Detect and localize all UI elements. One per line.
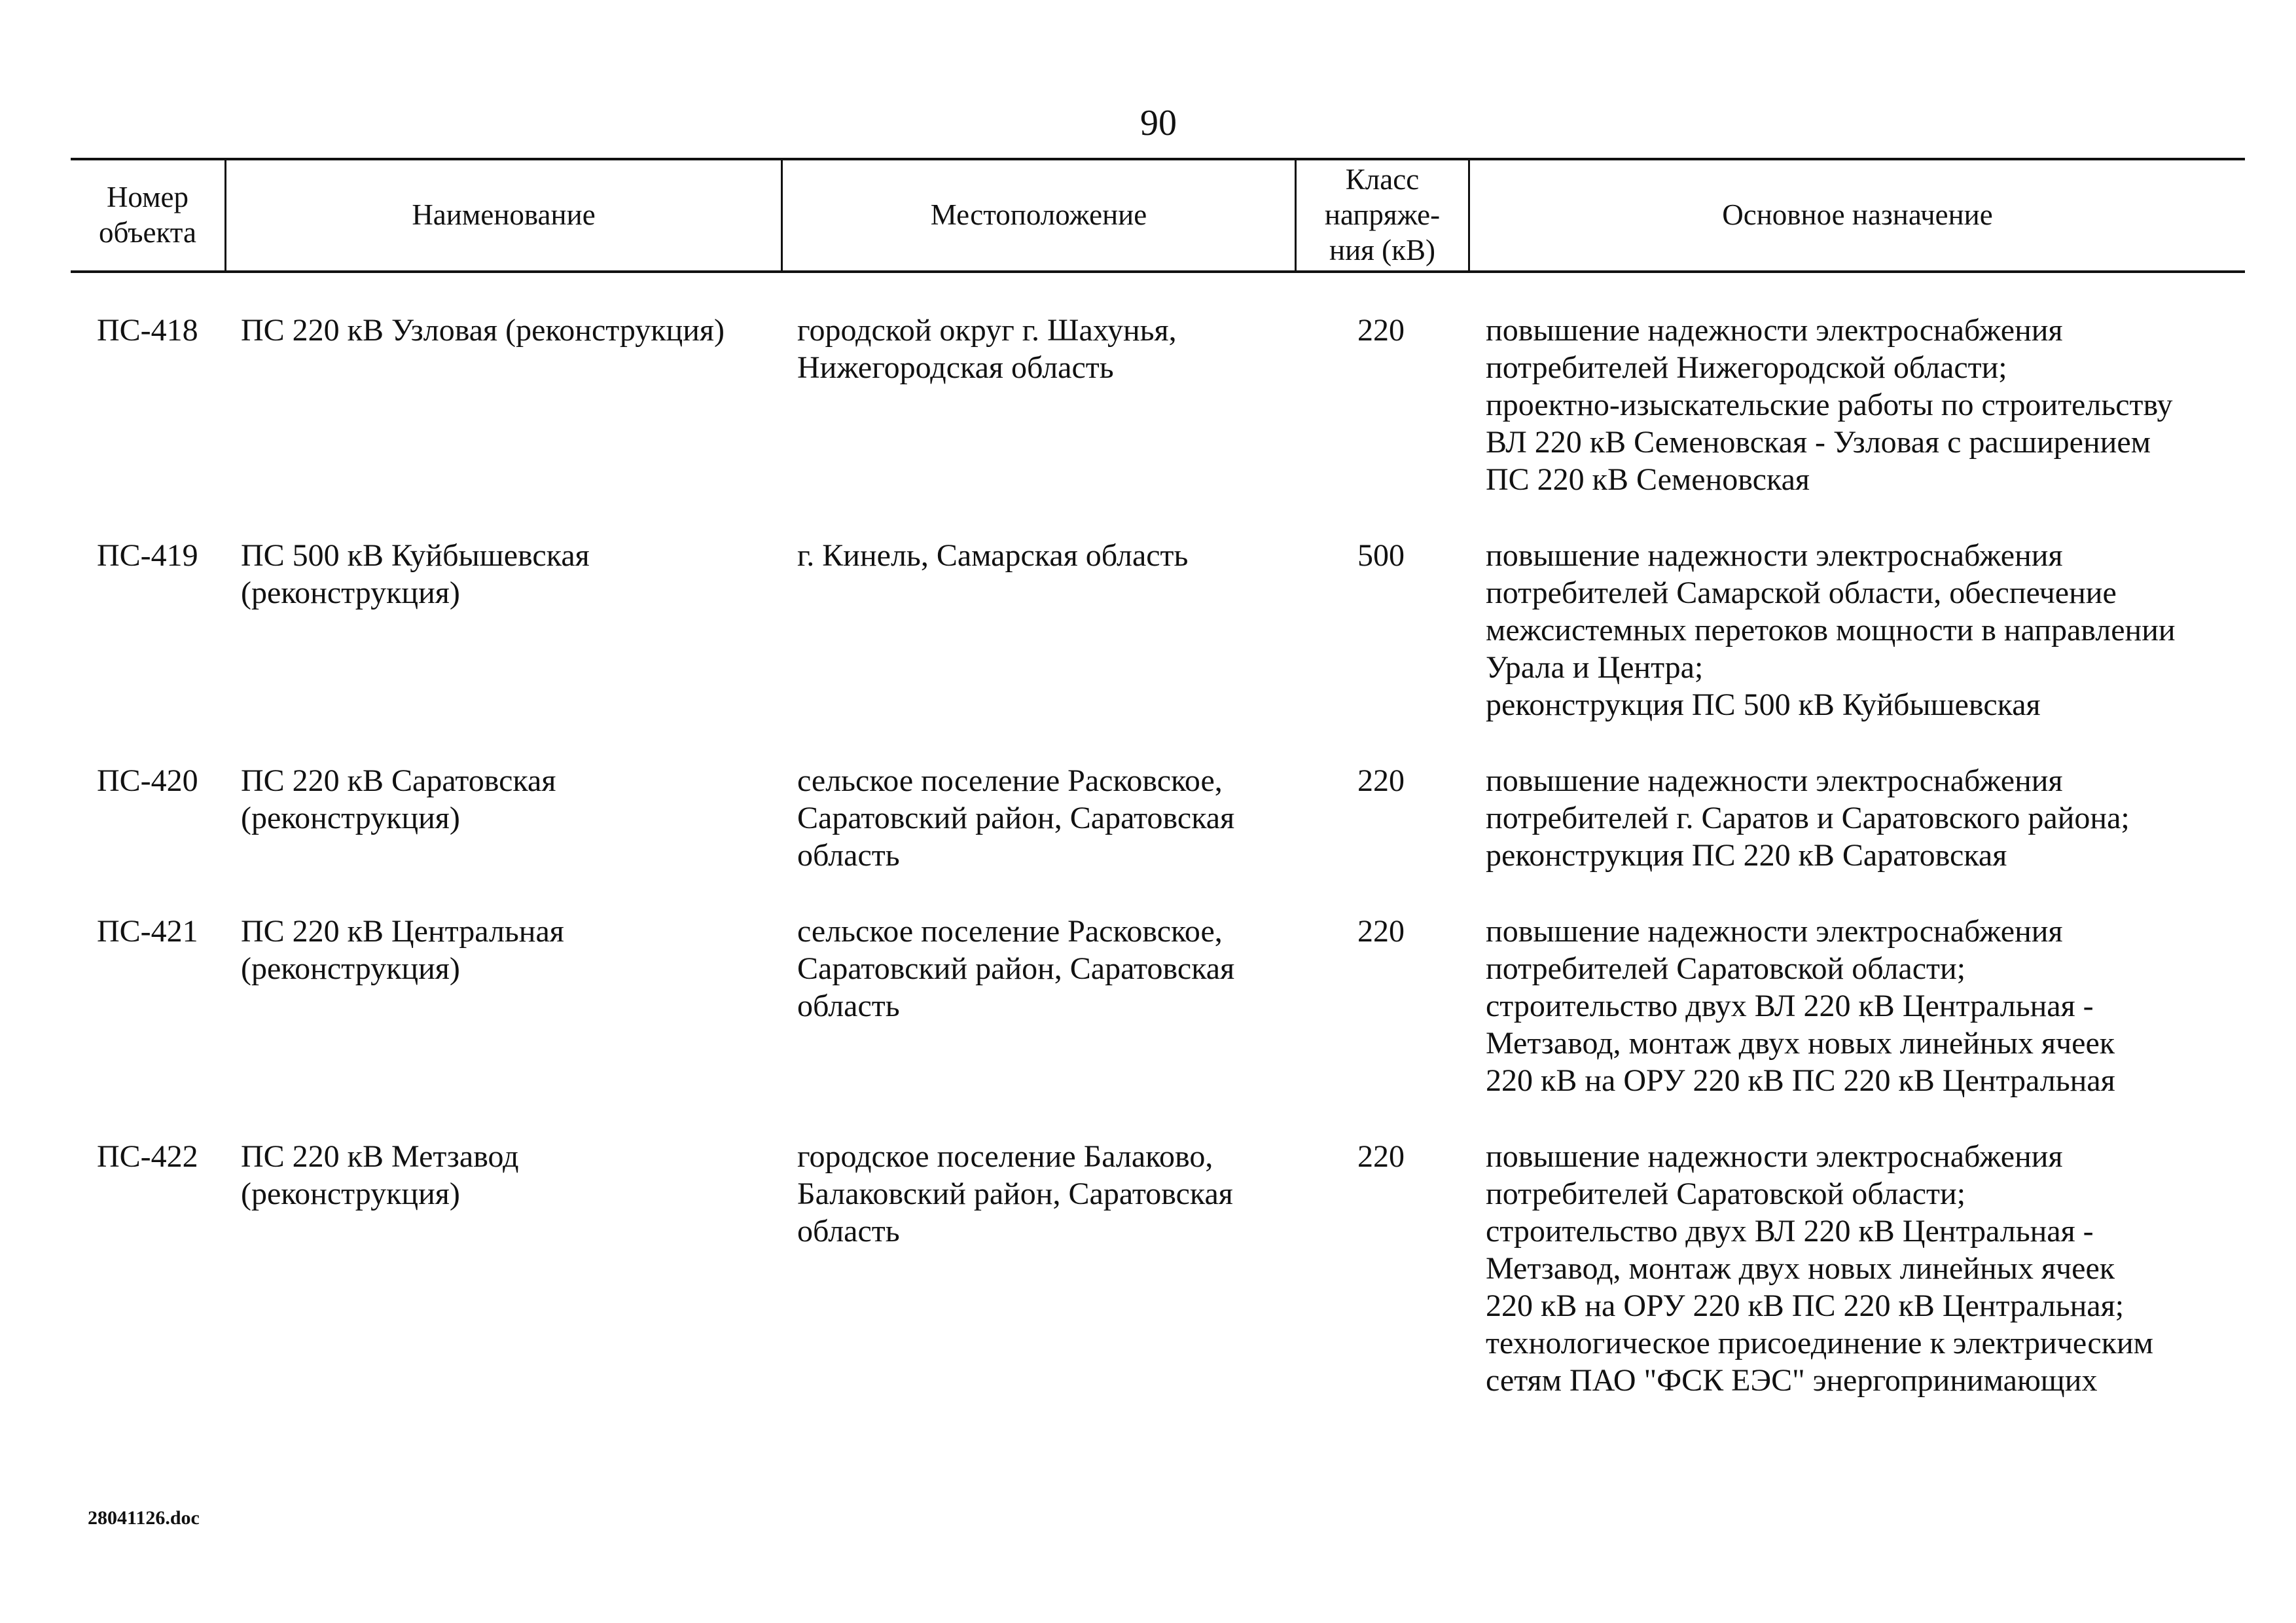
object-voltage: 220 (1357, 1139, 1405, 1174)
table-header-bottom-rule (71, 270, 2245, 273)
object-number: ПС-418 (97, 313, 198, 348)
header-name: Наименование (412, 198, 596, 231)
object-location: г. Кинель, Самарская область (797, 538, 1189, 573)
object-name: ПС 220 кВ Узловая (реконструкция) (241, 313, 725, 348)
object-number: ПС-420 (97, 763, 198, 798)
object-purpose: повышение надежности электроснабжения потребителей Саратовской области; строительство двух ВЛ 220 кВ Центральная - Метзавод, монтаж двух новых линейных ячеек 220 кВ на ОРУ 220 кВ ПС 220 кВ Центральная (1486, 914, 2115, 1098)
object-location: сельское поселение Расковское, Саратовский район, Саратовская область (797, 914, 1235, 1023)
object-voltage: 220 (1357, 763, 1405, 798)
object-voltage: 500 (1357, 538, 1405, 573)
object-purpose: повышение надежности электроснабжения потребителей Саратовской области; строительство двух ВЛ 220 кВ Центральная - Метзавод, монтаж двух новых линейных ячеек 220 кВ на ОРУ 220 кВ ПС 220 кВ Центральная; технологическое присоединение к электрическим сетям ПАО "ФСК ЕЭС" энергопринимающих (1486, 1139, 2154, 1398)
header-number: Номер объекта (99, 181, 196, 249)
object-location: городской округ г. Шахунья, Нижегородская область (797, 313, 1177, 385)
header-purpose: Основное назначение (1722, 198, 1993, 231)
object-number: ПС-421 (97, 914, 198, 949)
object-voltage: 220 (1357, 313, 1405, 348)
header-location: Местоположение (930, 198, 1147, 231)
object-number: ПС-419 (97, 538, 198, 573)
object-name: ПС 220 кВ Саратовская (реконструкция) (241, 763, 556, 835)
footer-filename: 28041126.doc (88, 1507, 200, 1529)
page-number: 90 (1140, 103, 1177, 143)
object-name: ПС 500 кВ Куйбышевская (реконструкция) (241, 538, 590, 610)
object-location: сельское поселение Расковское, Саратовский район, Саратовская область (797, 763, 1235, 873)
object-name: ПС 220 кВ Центральная (реконструкция) (241, 914, 564, 986)
object-name: ПС 220 кВ Метзавод (реконструкция) (241, 1139, 519, 1211)
object-purpose: повышение надежности электроснабжения потребителей Самарской области, обеспечение межсистемных перетоков мощности в направлении Урала и Центра; реконструкция ПС 500 кВ Куйбышевская (1486, 538, 2176, 722)
object-number: ПС-422 (97, 1139, 198, 1174)
header-voltage: Класс напряже- ния (кВ) (1324, 163, 1441, 266)
object-purpose: повышение надежности электроснабжения потребителей Нижегородской области; проектно-изыскательские работы по строительству ВЛ 220 кВ Семеновская - Узловая с расширением ПС 220 кВ Семеновская (1486, 313, 2173, 497)
object-voltage: 220 (1357, 914, 1405, 949)
object-purpose: повышение надежности электроснабжения потребителей г. Саратов и Саратовского района; реконструкция ПС 220 кВ Саратовская (1486, 763, 2130, 873)
object-location: городское поселение Балаково, Балаковский район, Саратовская область (797, 1139, 1233, 1249)
